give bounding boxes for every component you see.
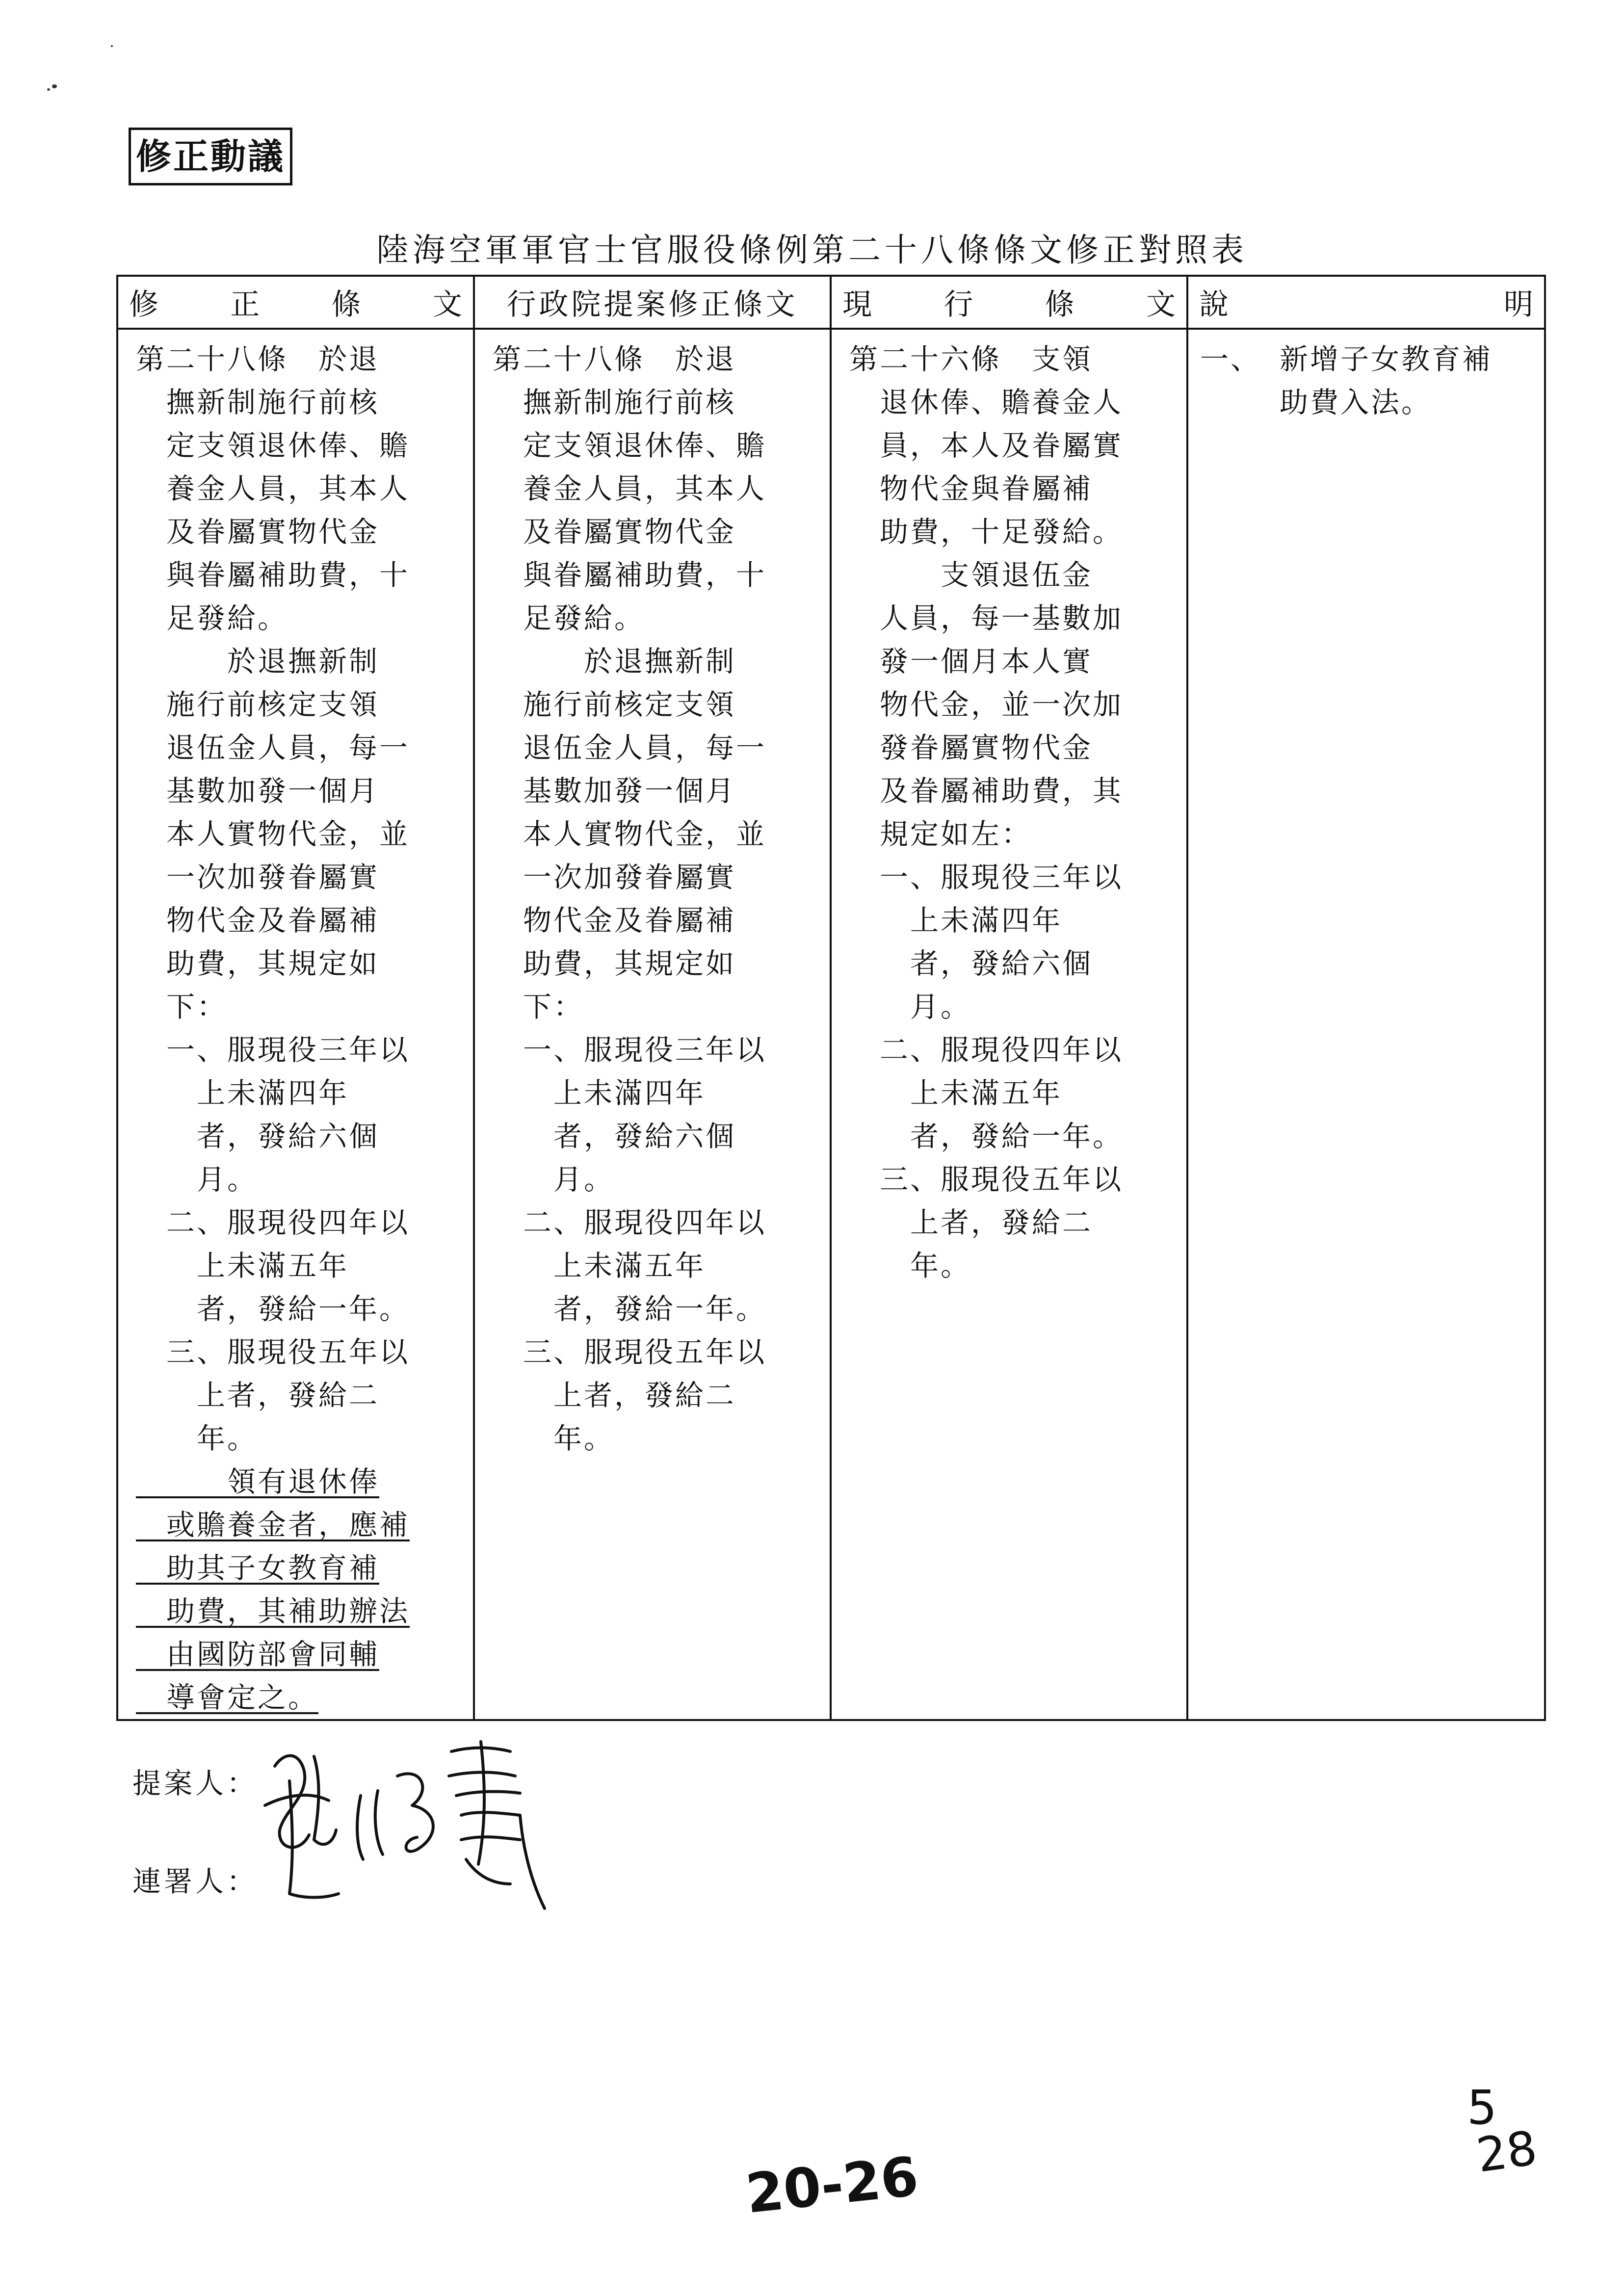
amended-text-body	[118, 330, 473, 1719]
article-line: 二、服現役四年以	[136, 1206, 410, 1239]
article-line: 一、服現役三年以	[493, 1033, 767, 1067]
table-body-row	[117, 329, 1545, 1720]
article-line: 人員，每一基數加	[849, 601, 1124, 635]
article-line: 上未滿五年	[849, 1076, 1063, 1110]
explanation-body	[1188, 330, 1544, 424]
article-line: 及眷屬實物代金	[493, 515, 736, 548]
article-line: 支領退伍金	[849, 558, 1093, 592]
executive-proposal-body	[475, 330, 830, 1460]
article-line: 月。	[136, 1163, 258, 1196]
article-line: 及眷屬實物代金	[136, 515, 380, 548]
article-line: 上未滿五年	[136, 1249, 349, 1282]
added-article-line	[136, 1633, 465, 1676]
corner-mark-handwritten: 28	[1473, 2120, 1541, 2183]
added-article-line	[136, 1676, 465, 1719]
article-line: 於退撫新制	[136, 645, 380, 678]
article-line: 發一個月本人實	[849, 645, 1093, 678]
page-code-handwritten: 20-26	[743, 2144, 921, 2226]
article-line: 物代金，並一次加	[849, 688, 1124, 721]
article-line: 者，發給六個	[849, 947, 1093, 980]
underlined-new-text: 導會定之。	[136, 1681, 319, 1714]
article-line: 月。	[493, 1163, 615, 1196]
article-line: 施行前核定支領	[493, 688, 736, 721]
underlined-new-text: 助費，其補助辦法	[136, 1594, 410, 1628]
added-article-line	[136, 1460, 465, 1503]
header-amended-text: 修 正 條 文	[117, 276, 474, 329]
cosigner-label: 連署人：	[132, 1865, 259, 1898]
article-line: 基數加發一個月	[493, 774, 736, 808]
added-article-line	[136, 1503, 465, 1546]
article-line: 足發給。	[136, 601, 288, 635]
article-line: 年。	[849, 1249, 971, 1282]
article-line: 一次加發眷屬實	[136, 861, 380, 894]
article-line: 一、服現役三年以	[849, 861, 1124, 894]
explanation-line: 助費入法。	[1280, 386, 1432, 419]
article-line: 物代金及眷屬補	[493, 904, 736, 937]
article-line: 於退撫新制	[493, 645, 736, 678]
article-line: 退伍金人員，每一	[493, 731, 767, 764]
explanation-line: 新增子女教育補	[1280, 342, 1493, 376]
article-line: 本人實物代金，並	[493, 817, 767, 851]
executive-proposal-cell	[474, 329, 831, 1720]
header-current-text: 現 行 條 文	[831, 276, 1187, 329]
article-line: 及眷屬補助費，其	[849, 774, 1124, 808]
scan-speck	[47, 88, 50, 91]
article-line: 發眷屬實物代金	[849, 731, 1093, 764]
amended-text-cell	[117, 329, 474, 1720]
explanation-number: 一、	[1200, 342, 1261, 376]
article-line: 上者，發給二	[493, 1379, 736, 1412]
article-line: 三、服現役五年以	[493, 1335, 767, 1369]
article-line: 與眷屬補助費，十	[493, 558, 767, 592]
article-line: 年。	[136, 1422, 258, 1455]
article-line: 上未滿四年	[849, 904, 1063, 937]
proposer-label: 提案人：	[132, 1767, 259, 1800]
article-line: 定支領退休俸、贍	[136, 429, 410, 462]
article-line: 上未滿五年	[493, 1249, 706, 1282]
underlined-new-text: 由國防部會同輔	[136, 1638, 380, 1671]
article-line: 本人實物代金，並	[136, 817, 410, 851]
header-explanation: 說 明	[1187, 276, 1545, 329]
scan-speck	[111, 45, 113, 47]
current-text-body	[832, 330, 1186, 1287]
article-line: 基數加發一個月	[136, 774, 380, 808]
article-line: 三、服現役五年以	[136, 1335, 410, 1369]
corner-mark-handwritten: 5	[1467, 2080, 1497, 2135]
article-line: 第二十八條 於退	[136, 342, 380, 376]
current-text-cell	[831, 329, 1187, 1720]
article-line: 者，發給六個	[493, 1120, 736, 1153]
article-line: 一次加發眷屬實	[493, 861, 736, 894]
article-line: 者，發給六個	[136, 1120, 380, 1153]
article-line: 與眷屬補助費，十	[136, 558, 410, 592]
article-line: 足發給。	[493, 601, 645, 635]
article-line: 養金人員，其本人	[136, 472, 410, 505]
article-line: 助費，十足發給。	[849, 515, 1124, 548]
comparison-table	[116, 275, 1546, 1721]
article-line: 下：	[136, 990, 228, 1023]
article-line: 二、服現役四年以	[849, 1033, 1124, 1067]
underlined-new-text: 助其子女教育補	[136, 1551, 380, 1585]
article-line: 退休俸、贍養金人	[849, 386, 1124, 419]
underlined-new-text: 或贍養金者，應補	[136, 1508, 410, 1541]
article-line: 助費，其規定如	[136, 947, 380, 980]
article-line: 撫新制施行前核	[493, 386, 736, 419]
article-line: 者，發給一年。	[493, 1292, 767, 1326]
article-line: 養金人員，其本人	[493, 472, 767, 505]
article-line: 第二十六條 支領	[849, 342, 1093, 376]
article-line: 上未滿四年	[136, 1076, 349, 1110]
article-line: 者，發給一年。	[136, 1292, 410, 1326]
article-line: 者，發給一年。	[849, 1120, 1124, 1153]
article-line: 三、服現役五年以	[849, 1163, 1124, 1196]
handwritten-signature	[255, 1737, 559, 1923]
article-line: 規定如左：	[849, 817, 1032, 851]
table-title: 陸海空軍軍官士官服役條例第二十八條條文修正對照表	[376, 231, 1248, 269]
article-line: 施行前核定支領	[136, 688, 380, 721]
added-article-line	[136, 1546, 465, 1590]
article-line: 二、服現役四年以	[493, 1206, 767, 1239]
underlined-new-text: 領有退休俸	[136, 1465, 380, 1498]
article-line: 員，本人及眷屬實	[849, 429, 1124, 462]
article-line: 月。	[849, 990, 971, 1023]
article-line: 年。	[493, 1422, 615, 1455]
amendment-motion-badge: 修正動議	[129, 128, 292, 185]
article-line: 上者，發給二	[849, 1206, 1093, 1239]
article-line: 下：	[493, 990, 584, 1023]
article-line: 定支領退休俸、贍	[493, 429, 767, 462]
article-line: 撫新制施行前核	[136, 386, 380, 419]
article-line: 上未滿四年	[493, 1076, 706, 1110]
added-article-line	[136, 1590, 465, 1633]
explanation-text	[1280, 338, 1493, 424]
article-line: 退伍金人員，每一	[136, 731, 410, 764]
scan-speck	[52, 84, 57, 88]
header-executive-proposal: 行政院提案修正條文	[474, 276, 831, 329]
table-header-row	[117, 276, 1545, 329]
article-line: 上者，發給二	[136, 1379, 380, 1412]
article-line: 助費，其規定如	[493, 947, 736, 980]
article-line: 物代金及眷屬補	[136, 904, 380, 937]
article-line: 一、服現役三年以	[136, 1033, 410, 1067]
article-line: 物代金與眷屬補	[849, 472, 1093, 505]
explanation-cell	[1187, 329, 1545, 1720]
article-line: 第二十八條 於退	[493, 342, 736, 376]
